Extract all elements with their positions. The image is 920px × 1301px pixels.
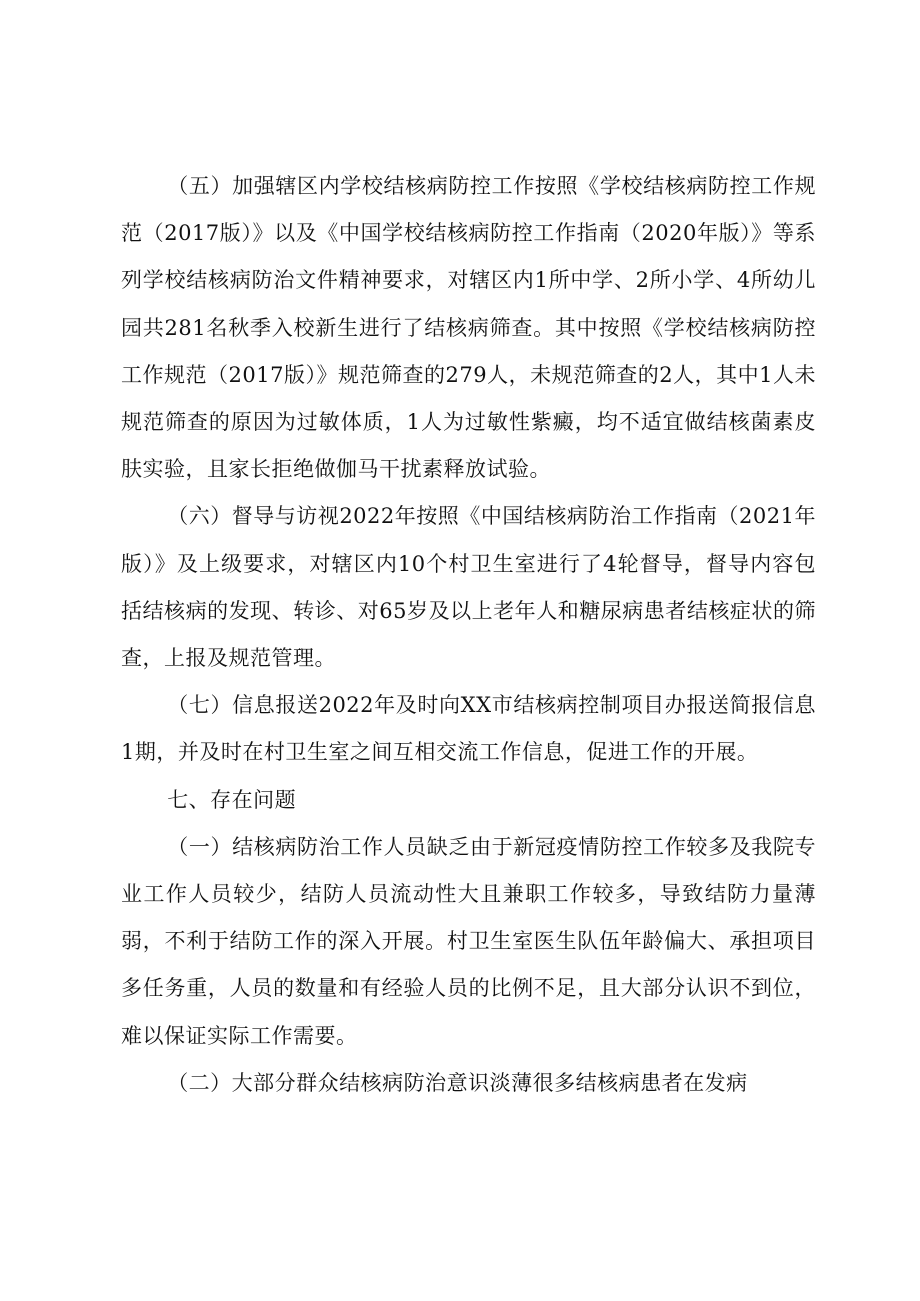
document-body xyxy=(121,163,816,1107)
paragraph-information-reporting: （七）信息报送2022年及时向XX市结核病控制项目办报送简报信息1期，并及时在村卫生室之间互相交流工作信息，促进工作的开展。 xyxy=(121,693,816,765)
paragraph-public-awareness: （二）大部分群众结核病防治意识淡薄很多结核病患者在发病 xyxy=(167,1070,748,1095)
paragraph-supervision: （六）督导与访视2022年按照《中国结核病防治工作指南（2021年版）》及上级要求，对辖区内10个村卫生室进行了4轮督导，督导内容包括结核病的发现、转诊、对65岁及以上老年人和糖尿病患者结核症状的筛查，上报及规范管理。 xyxy=(121,504,816,671)
paragraph-school-screening: （五）加强辖区内学校结核病防控工作按照《学校结核病防控工作规范（2017版）》以及《中国学校结核病防控工作指南（2020年版）》等系列学校结核病防治文件精神要求，对辖区内1所中学、2所小学、4所幼儿园共281名秋季入校新生进行了结核病筛查。其中按照《学校结核病防控工作规范（2017版）》规范筛查的279人，未规范筛查的2人，其中1人未规范筛查的原因为过敏体质，1人为过敏性紫癜，均不适宜做结核菌素皮肤实验，且家长拒绝做伽马干扰素释放试验。 xyxy=(121,174,816,482)
section-heading-existing-problems: 七、存在问题 xyxy=(167,787,297,812)
paragraph-staff-shortage: （一）结核病防治工作人员缺乏由于新冠疫情防控工作较多及我院专业工作人员较少，结防人员流动性大且兼职工作较多，导致结防力量薄弱，不利于结防工作的深入开展。村卫生室医生队伍年龄偏大、承担项目多任务重，人员的数量和有经验人员的比例不足，且大部分认识不到位，难以保证实际工作需要。 xyxy=(121,834,816,1048)
